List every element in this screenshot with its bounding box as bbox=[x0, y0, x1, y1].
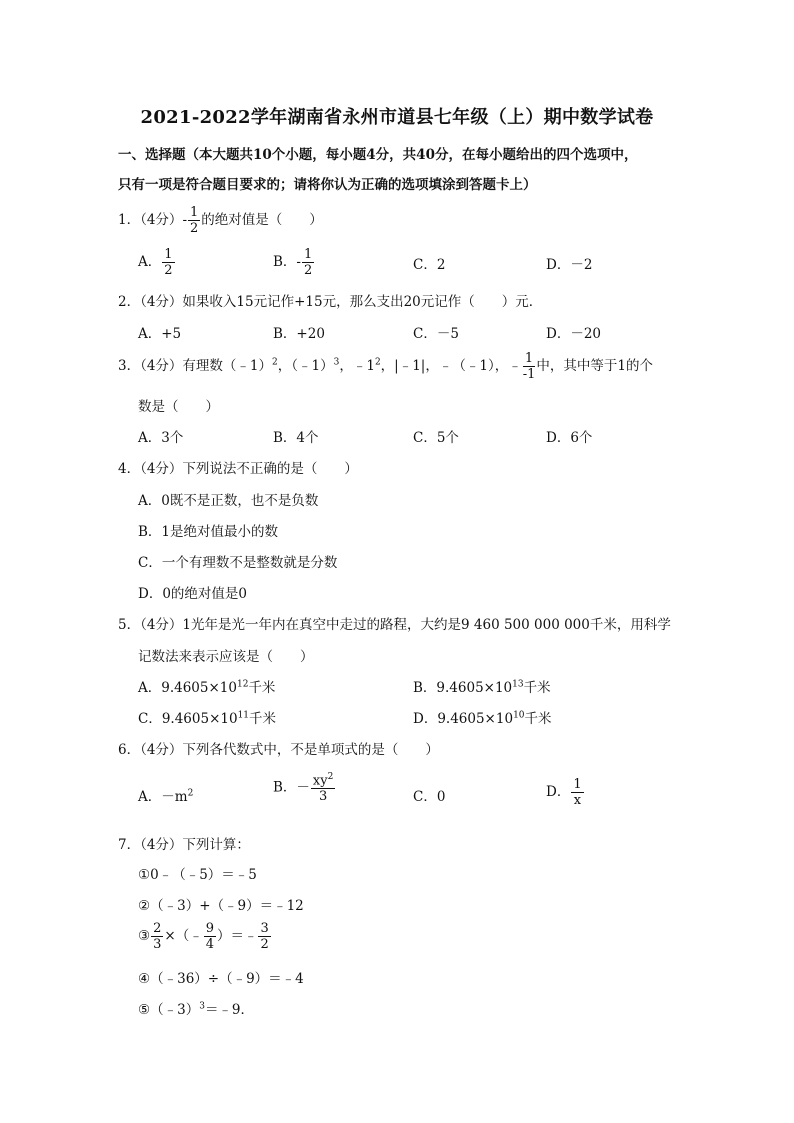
q2-option-d[interactable]: D．－20 bbox=[546, 326, 602, 342]
q3-option-b[interactable]: B．4个 bbox=[273, 430, 319, 446]
q4-option-a[interactable]: A．0既不是正数，也不是负数 bbox=[138, 493, 319, 509]
exponent: 13 bbox=[512, 679, 524, 690]
denominator: 2 bbox=[303, 263, 313, 278]
q3-text: 中，其中等于1的个 bbox=[536, 358, 653, 374]
fraction bbox=[311, 773, 335, 803]
numerator: 1 bbox=[573, 777, 582, 792]
option-text: A．－m bbox=[138, 789, 188, 805]
q3-text: ，﹣1 bbox=[339, 358, 375, 374]
option-unit: 千米 bbox=[248, 680, 276, 696]
q3-option-c[interactable]: C．5个 bbox=[413, 430, 459, 446]
denominator: 4 bbox=[205, 937, 214, 952]
numerator: 2 bbox=[153, 921, 162, 936]
q7-item-4: ④（﹣36）÷（﹣9）＝﹣4 bbox=[138, 971, 304, 987]
exponent: 11 bbox=[237, 710, 250, 721]
fraction bbox=[571, 778, 583, 807]
q7-item-3 bbox=[138, 922, 272, 951]
question-7: 7．（4分）下列计算： bbox=[118, 837, 250, 853]
q1-option-d[interactable]: D．－2 bbox=[546, 257, 593, 273]
option-label: B． bbox=[273, 254, 297, 270]
q2-option-a[interactable]: A．+5 bbox=[138, 326, 182, 342]
q1-option-b[interactable] bbox=[273, 248, 315, 277]
fraction bbox=[151, 922, 163, 951]
q6-option-b[interactable] bbox=[273, 773, 336, 803]
exponent: 2 bbox=[374, 357, 381, 368]
option-unit: 千米 bbox=[249, 711, 277, 727]
section-heading-line-1: 一、选择题（本大题共10个小题，每小题4分，共40分，在每小题给出的四个选项中， bbox=[118, 147, 638, 163]
exponent: 10 bbox=[513, 710, 525, 721]
q6-option-a[interactable] bbox=[138, 785, 193, 805]
option-label: D． bbox=[546, 784, 571, 800]
fraction bbox=[204, 922, 216, 951]
numerator: 9 bbox=[205, 921, 214, 936]
denominator: 2 bbox=[164, 263, 173, 278]
option-label: A． bbox=[138, 254, 162, 270]
q3-text: ，|﹣1|，﹣（﹣1），﹣ bbox=[380, 358, 522, 374]
q7-item-2: ②（﹣3）+（﹣9）＝﹣12 bbox=[138, 898, 304, 914]
fraction bbox=[188, 206, 200, 235]
q3-text: 3．（4分）有理数（﹣1） bbox=[118, 358, 273, 374]
q5-option-c[interactable] bbox=[138, 707, 276, 727]
item-text: ×（﹣ bbox=[164, 928, 203, 944]
q7-item-5 bbox=[138, 998, 254, 1018]
question-3 bbox=[118, 352, 653, 381]
option-unit: 千米 bbox=[523, 680, 551, 696]
question-3-line-2: 数是（ ） bbox=[138, 399, 219, 415]
question-1-prefix: 1．（4分） bbox=[118, 212, 183, 228]
q5-option-a[interactable] bbox=[138, 676, 275, 696]
item-label: ③ bbox=[138, 928, 151, 944]
q2-option-b[interactable]: B．+20 bbox=[273, 326, 325, 342]
fraction bbox=[302, 248, 314, 277]
q1-option-a[interactable] bbox=[138, 248, 176, 277]
question-5-line-1: 5．（4分）1光年是光一年内在真空中走过的路程，大约是9 460 500 000 000千米，用科学 bbox=[118, 617, 671, 633]
section-heading bbox=[118, 140, 678, 200]
option-unit: 千米 bbox=[524, 711, 552, 727]
option-text: C．9.4605×10 bbox=[138, 711, 238, 727]
numerator: 3 bbox=[260, 921, 269, 936]
item-text: ⑤（﹣3） bbox=[138, 1002, 200, 1018]
question-1-suffix: 的绝对值是（ ） bbox=[201, 212, 323, 228]
denominator: 3 bbox=[153, 937, 162, 952]
option-text: D．9.4605×10 bbox=[413, 711, 514, 727]
section-heading-line-2: 只有一项是符合题目要求的；请将你认为正确的选项填涂到答题卡上） bbox=[118, 177, 537, 193]
question-1 bbox=[118, 206, 323, 235]
exponent: 3 bbox=[199, 1001, 205, 1012]
question-5-line-2: 记数法来表示应该是（ ） bbox=[138, 649, 314, 665]
exponent: 2 bbox=[327, 772, 334, 782]
option-neg: - bbox=[296, 254, 301, 270]
q3-option-a[interactable]: A．3个 bbox=[138, 430, 184, 446]
item-text: ）＝﹣ bbox=[216, 928, 258, 944]
option-label: B．－ bbox=[273, 779, 310, 796]
numerator bbox=[311, 773, 335, 789]
q1-option-c[interactable]: C．2 bbox=[413, 257, 446, 273]
q3-option-d[interactable]: D．6个 bbox=[546, 430, 593, 446]
q7-item-1: ①0﹣（﹣5）＝﹣5 bbox=[138, 867, 257, 883]
q5-option-b[interactable] bbox=[413, 676, 551, 696]
fraction bbox=[162, 248, 174, 277]
numerator: 1 bbox=[164, 247, 173, 262]
q4-option-b[interactable]: B．1是绝对值最小的数 bbox=[138, 524, 279, 540]
numerator: 1 bbox=[303, 247, 313, 262]
exponent: 12 bbox=[236, 679, 249, 690]
exponent: 2 bbox=[187, 788, 194, 799]
denominator: 2 bbox=[190, 221, 199, 236]
option-text: A．9.4605×10 bbox=[138, 680, 237, 696]
q4-option-d[interactable]: D．0的绝对值是0 bbox=[138, 586, 248, 602]
q6-option-c[interactable]: C．0 bbox=[413, 789, 446, 805]
numerator-text: xy bbox=[312, 773, 328, 789]
q3-text: ，（﹣1） bbox=[277, 358, 334, 374]
exponent: 2 bbox=[272, 357, 278, 368]
q6-option-d[interactable] bbox=[546, 778, 585, 807]
denominator: 3 bbox=[318, 789, 328, 805]
numerator: 1 bbox=[524, 351, 534, 366]
item-text: ＝﹣9． bbox=[204, 1002, 255, 1018]
denominator: x bbox=[573, 793, 582, 808]
q4-option-c[interactable]: C．一个有理数不是整数就是分数 bbox=[138, 555, 338, 571]
denominator: 2 bbox=[260, 937, 269, 952]
question-6: 6．（4分）下列各代数式中，不是单项式的是（ ） bbox=[118, 742, 439, 758]
numerator: 1 bbox=[190, 205, 199, 220]
fraction bbox=[523, 352, 536, 381]
denominator: -1 bbox=[522, 367, 536, 382]
page-title: 2021-2022学年湖南省永州市道县七年级（上）期中数学试卷 bbox=[140, 107, 654, 128]
option-text: B．9.4605×10 bbox=[413, 680, 513, 696]
question-4: 4．（4分）下列说法不正确的是（ ） bbox=[118, 461, 358, 477]
exponent: 3 bbox=[333, 357, 340, 368]
q2-option-c[interactable]: C．－5 bbox=[413, 326, 459, 342]
question-1-neg: - bbox=[182, 212, 187, 228]
fraction bbox=[258, 922, 270, 951]
question-2: 2．（4分）如果收入15元记作+15元，那么支出20元记作（ ）元． bbox=[118, 294, 543, 310]
q5-option-d[interactable] bbox=[413, 707, 552, 727]
